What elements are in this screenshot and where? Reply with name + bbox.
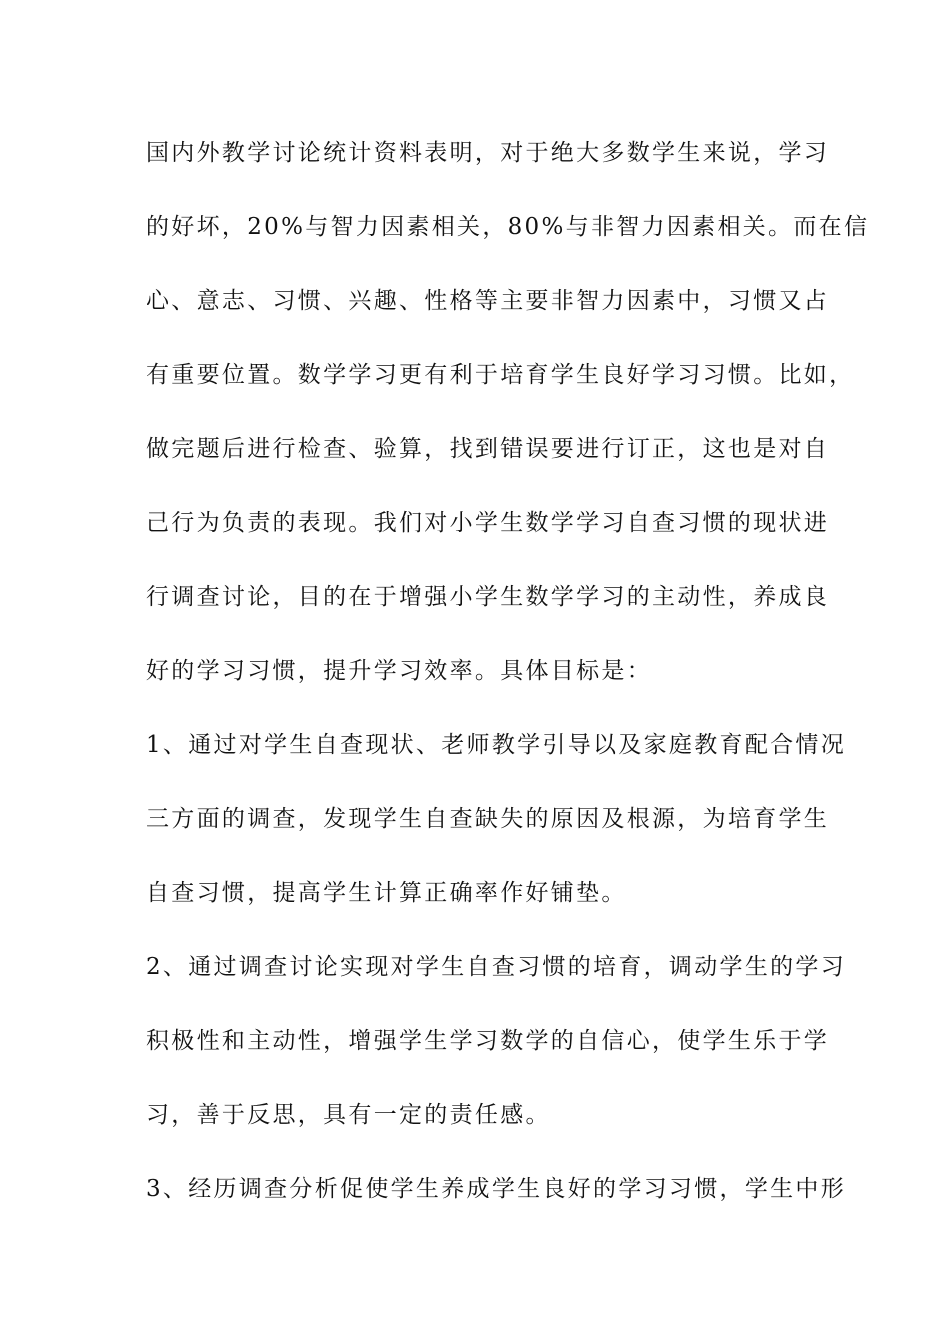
text-line: 的好坏，20%与智力因素相关，80%与非智力因素相关。而在信	[146, 214, 870, 240]
text-line: 有重要位置。数学学习更有利于培育学生良好学习习惯。比如，	[146, 362, 855, 388]
list-item-1-line: 1、通过对学生自查现状、老师教学引导以及家庭教育配合情况	[146, 732, 847, 758]
text-line: 习，善于反思，具有一定的责任感。	[146, 1102, 551, 1128]
text-line: 三方面的调查，发现学生自查缺失的原因及根源，为培育学生	[146, 806, 830, 832]
text-line: 己行为负责的表现。我们对小学生数学学习自查习惯的现状进	[146, 510, 830, 536]
text-line: 心、意志、习惯、兴趣、性格等主要非智力因素中，习惯又占	[146, 288, 830, 314]
text-line: 积极性和主动性，增强学生学习数学的自信心，使学生乐于学	[146, 1028, 830, 1054]
list-item-2-line: 2、通过调查讨论实现对学生自查习惯的培育，调动学生的学习	[146, 954, 847, 980]
text-line: 做完题后进行检查、验算，找到错误要进行订正，这也是对自	[146, 436, 830, 462]
text-line: 好的学习习惯，提升学习效率。具体目标是：	[146, 658, 652, 684]
document-body	[146, 130, 870, 1240]
text-line: 自查习惯，提高学生计算正确率作好铺垫。	[146, 880, 627, 906]
text-line: 国内外教学讨论统计资料表明，对于绝大多数学生来说，学习	[146, 140, 830, 166]
text-line: 行调查讨论，目的在于增强小学生数学学习的主动性，养成良	[146, 584, 830, 610]
list-item-3-line: 3、经历调查分析促使学生养成学生良好的学习习惯，学生中形	[146, 1176, 847, 1202]
